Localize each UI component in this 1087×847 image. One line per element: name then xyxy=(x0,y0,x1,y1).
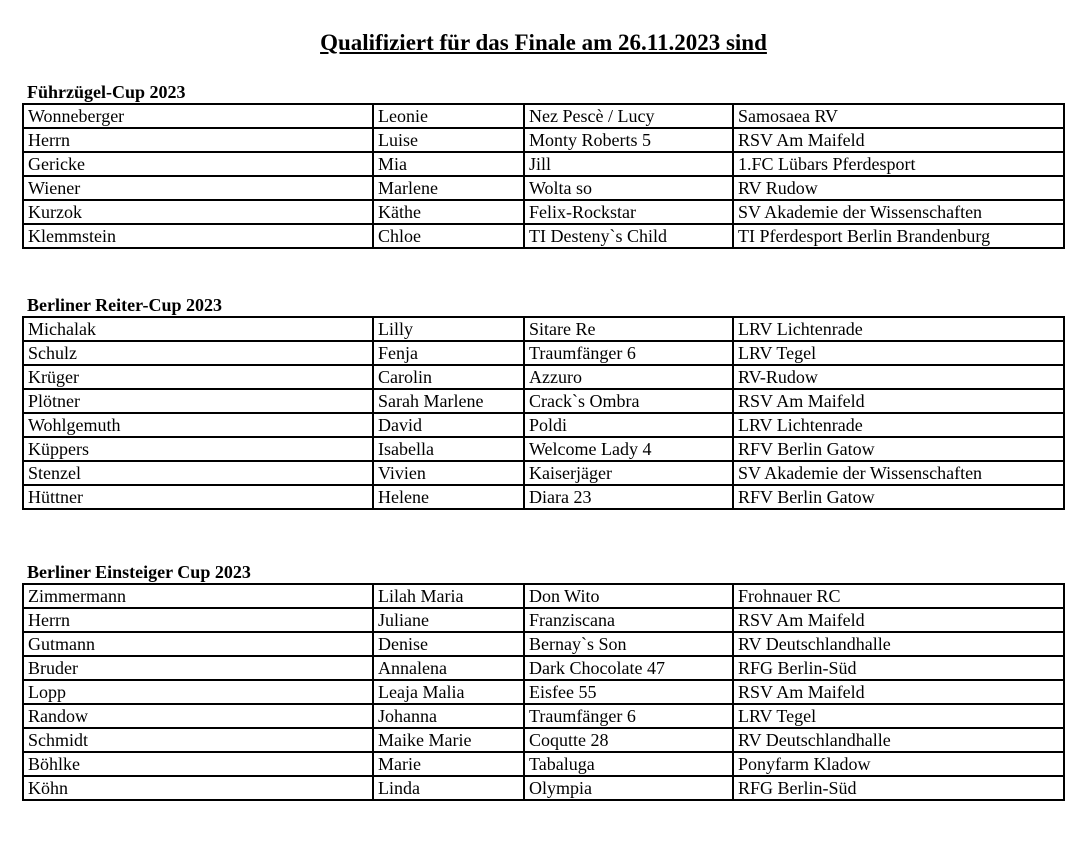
first-name-cell: Marlene xyxy=(373,176,524,200)
page-title: Qualifiziert für das Finale am 26.11.2023 sind xyxy=(320,30,767,55)
table-row xyxy=(23,389,1064,413)
last-name-cell: Klemmstein xyxy=(23,224,373,248)
club-name-cell: RSV Am Maifeld xyxy=(733,608,1064,632)
last-name-cell: Gutmann xyxy=(23,632,373,656)
first-name-cell: Helene xyxy=(373,485,524,509)
first-name-cell: Lilly xyxy=(373,317,524,341)
table-row xyxy=(23,317,1064,341)
section-title: Berliner Reiter-Cup 2023 xyxy=(27,295,222,315)
table-row xyxy=(23,437,1064,461)
first-name-cell: Mia xyxy=(373,152,524,176)
club-name-cell: LRV Lichtenrade xyxy=(733,317,1064,341)
club-name-cell: RFG Berlin-Süd xyxy=(733,656,1064,680)
section-fuehrzuegel-cup xyxy=(22,82,1064,249)
table-row xyxy=(23,485,1064,509)
first-name-cell: Lilah Maria xyxy=(373,584,524,608)
first-name-cell: Johanna xyxy=(373,704,524,728)
horse-name-cell: Welcome Lady 4 xyxy=(524,437,733,461)
last-name-cell: Wiener xyxy=(23,176,373,200)
table-row xyxy=(23,704,1064,728)
first-name-cell: Juliane xyxy=(373,608,524,632)
first-name-cell: Carolin xyxy=(373,365,524,389)
table-row xyxy=(23,776,1064,800)
club-name-cell: RFV Berlin Gatow xyxy=(733,485,1064,509)
horse-name-cell: Crack`s Ombra xyxy=(524,389,733,413)
first-name-cell: Maike Marie xyxy=(373,728,524,752)
table-row xyxy=(23,104,1064,128)
horse-name-cell: TI Desteny`s Child xyxy=(524,224,733,248)
first-name-cell: Fenja xyxy=(373,341,524,365)
table-row xyxy=(23,752,1064,776)
table-row xyxy=(23,200,1064,224)
last-name-cell: Gericke xyxy=(23,152,373,176)
last-name-cell: Wohlgemuth xyxy=(23,413,373,437)
table-row xyxy=(23,365,1064,389)
table-row xyxy=(23,224,1064,248)
first-name-cell: Isabella xyxy=(373,437,524,461)
horse-name-cell: Olympia xyxy=(524,776,733,800)
section-title: Berliner Einsteiger Cup 2023 xyxy=(27,562,251,582)
horse-name-cell: Wolta so xyxy=(524,176,733,200)
last-name-cell: Michalak xyxy=(23,317,373,341)
horse-name-cell: Coqutte 28 xyxy=(524,728,733,752)
horse-name-cell: Franziscana xyxy=(524,608,733,632)
club-name-cell: 1.FC Lübars Pferdesport xyxy=(733,152,1064,176)
table-row xyxy=(23,461,1064,485)
table-row xyxy=(23,680,1064,704)
last-name-cell: Schmidt xyxy=(23,728,373,752)
horse-name-cell: Dark Chocolate 47 xyxy=(524,656,733,680)
qualifier-table xyxy=(22,316,1065,510)
club-name-cell: Ponyfarm Kladow xyxy=(733,752,1064,776)
club-name-cell: Frohnauer RC xyxy=(733,584,1064,608)
table-row xyxy=(23,728,1064,752)
club-name-cell: RV-Rudow xyxy=(733,365,1064,389)
qualifier-table xyxy=(22,583,1065,801)
first-name-cell: Luise xyxy=(373,128,524,152)
last-name-cell: Plötner xyxy=(23,389,373,413)
horse-name-cell: Jill xyxy=(524,152,733,176)
last-name-cell: Krüger xyxy=(23,365,373,389)
club-name-cell: TI Pferdesport Berlin Brandenburg xyxy=(733,224,1064,248)
last-name-cell: Lopp xyxy=(23,680,373,704)
last-name-cell: Randow xyxy=(23,704,373,728)
club-name-cell: LRV Tegel xyxy=(733,704,1064,728)
first-name-cell: Leonie xyxy=(373,104,524,128)
club-name-cell: RV Deutschlandhalle xyxy=(733,728,1064,752)
section-berliner-einsteiger-cup xyxy=(22,562,1064,801)
last-name-cell: Zimmermann xyxy=(23,584,373,608)
horse-name-cell: Traumfänger 6 xyxy=(524,704,733,728)
horse-name-cell: Azzuro xyxy=(524,365,733,389)
section-title: Führzügel-Cup 2023 xyxy=(27,82,186,102)
last-name-cell: Hüttner xyxy=(23,485,373,509)
club-name-cell: RSV Am Maifeld xyxy=(733,680,1064,704)
first-name-cell: Sarah Marlene xyxy=(373,389,524,413)
last-name-cell: Bruder xyxy=(23,656,373,680)
first-name-cell: Linda xyxy=(373,776,524,800)
last-name-cell: Herrn xyxy=(23,608,373,632)
first-name-cell: Leaja Malia xyxy=(373,680,524,704)
club-name-cell: LRV Lichtenrade xyxy=(733,413,1064,437)
club-name-cell: LRV Tegel xyxy=(733,341,1064,365)
club-name-cell: RFG Berlin-Süd xyxy=(733,776,1064,800)
table-row xyxy=(23,413,1064,437)
last-name-cell: Schulz xyxy=(23,341,373,365)
first-name-cell: Marie xyxy=(373,752,524,776)
club-name-cell: RFV Berlin Gatow xyxy=(733,437,1064,461)
section-berliner-reiter-cup xyxy=(22,295,1064,510)
horse-name-cell: Don Wito xyxy=(524,584,733,608)
table-row xyxy=(23,341,1064,365)
last-name-cell: Stenzel xyxy=(23,461,373,485)
qualifier-table xyxy=(22,103,1065,249)
horse-name-cell: Poldi xyxy=(524,413,733,437)
table-row xyxy=(23,176,1064,200)
club-name-cell: RSV Am Maifeld xyxy=(733,128,1064,152)
club-name-cell: RV Deutschlandhalle xyxy=(733,632,1064,656)
last-name-cell: Herrn xyxy=(23,128,373,152)
first-name-cell: Annalena xyxy=(373,656,524,680)
table-row xyxy=(23,656,1064,680)
first-name-cell: Käthe xyxy=(373,200,524,224)
club-name-cell: RV Rudow xyxy=(733,176,1064,200)
last-name-cell: Wonneberger xyxy=(23,104,373,128)
first-name-cell: Chloe xyxy=(373,224,524,248)
table-row xyxy=(23,632,1064,656)
club-name-cell: SV Akademie der Wissenschaften xyxy=(733,200,1064,224)
horse-name-cell: Nez Pescè / Lucy xyxy=(524,104,733,128)
last-name-cell: Kurzok xyxy=(23,200,373,224)
first-name-cell: David xyxy=(373,413,524,437)
horse-name-cell: Monty Roberts 5 xyxy=(524,128,733,152)
horse-name-cell: Felix-Rockstar xyxy=(524,200,733,224)
last-name-cell: Küppers xyxy=(23,437,373,461)
horse-name-cell: Diara 23 xyxy=(524,485,733,509)
horse-name-cell: Traumfänger 6 xyxy=(524,341,733,365)
horse-name-cell: Tabaluga xyxy=(524,752,733,776)
horse-name-cell: Kaiserjäger xyxy=(524,461,733,485)
horse-name-cell: Sitare Re xyxy=(524,317,733,341)
first-name-cell: Vivien xyxy=(373,461,524,485)
table-row xyxy=(23,152,1064,176)
club-name-cell: Samosaea RV xyxy=(733,104,1064,128)
table-row xyxy=(23,608,1064,632)
last-name-cell: Böhlke xyxy=(23,752,373,776)
table-row xyxy=(23,584,1064,608)
last-name-cell: Köhn xyxy=(23,776,373,800)
table-row xyxy=(23,128,1064,152)
horse-name-cell: Eisfee 55 xyxy=(524,680,733,704)
club-name-cell: SV Akademie der Wissenschaften xyxy=(733,461,1064,485)
first-name-cell: Denise xyxy=(373,632,524,656)
horse-name-cell: Bernay`s Son xyxy=(524,632,733,656)
club-name-cell: RSV Am Maifeld xyxy=(733,389,1064,413)
